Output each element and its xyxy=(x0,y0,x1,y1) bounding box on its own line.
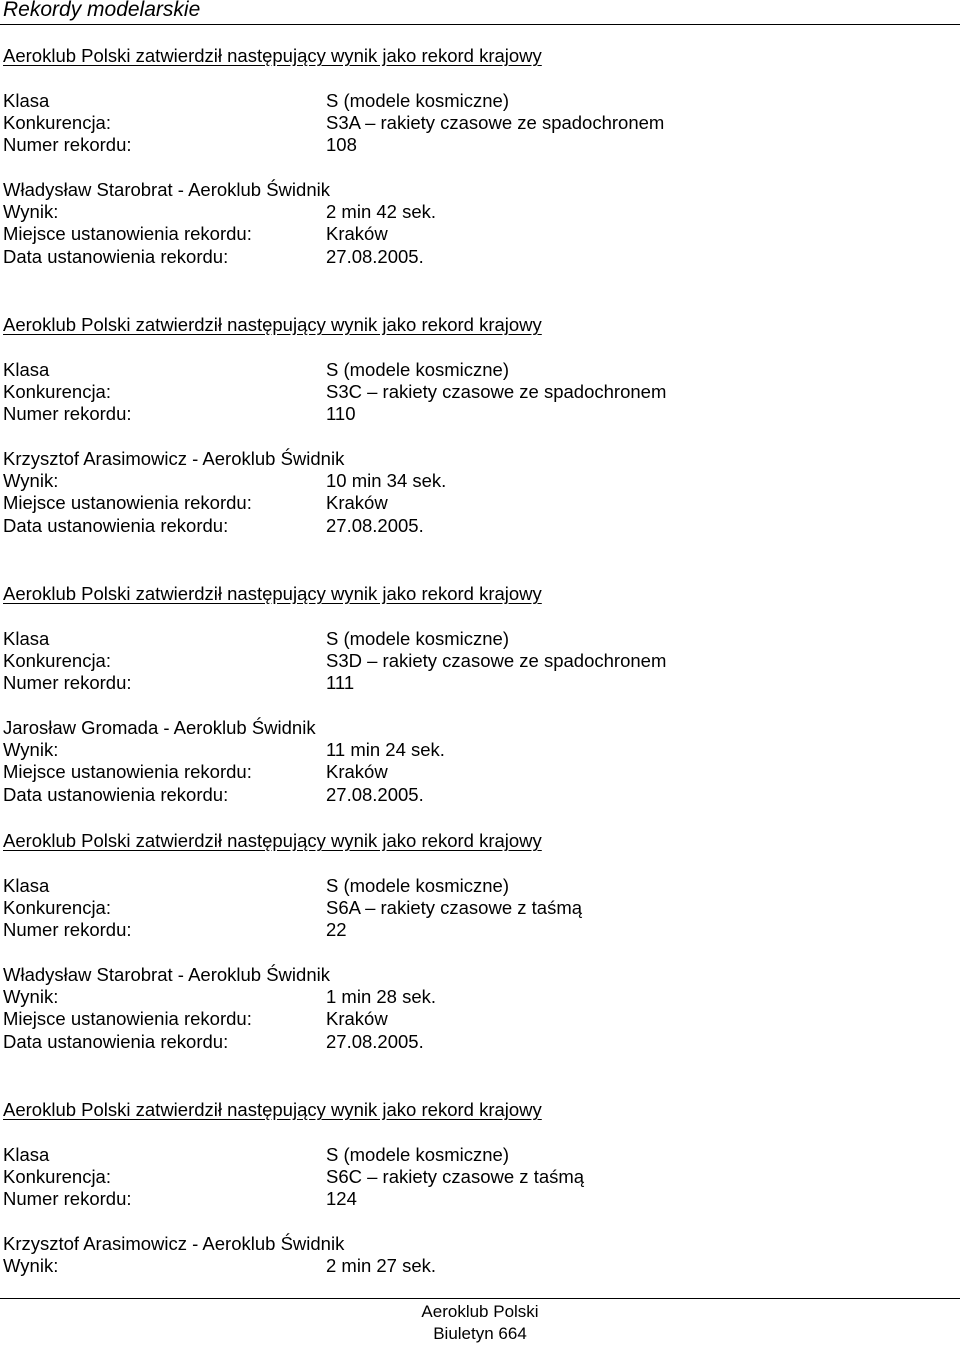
miejsce-value: Kraków xyxy=(326,1008,388,1030)
klasa-label: Klasa xyxy=(3,874,50,896)
numer-value: 110 xyxy=(326,403,356,425)
numer-row xyxy=(3,403,943,425)
record-heading: Aeroklub Polski zatwierdził następujący wynik jako rekord krajowy xyxy=(3,583,542,604)
data-value: 27.08.2005. xyxy=(326,514,424,536)
footer-publisher: Aeroklub Polski xyxy=(421,1302,539,1321)
klasa-value: S (modele kosmiczne) xyxy=(326,89,510,111)
konkurencja-label: Konkurencja: xyxy=(3,649,111,671)
numer-label: Numer rekordu: xyxy=(3,403,132,425)
klasa-label: Klasa xyxy=(3,627,50,649)
klasa-label: Klasa xyxy=(3,358,50,380)
konkurencja-row xyxy=(3,112,943,134)
klasa-value: S (modele kosmiczne) xyxy=(326,874,510,896)
record-block xyxy=(3,45,943,268)
numer-row xyxy=(3,134,943,156)
klasa-value: S (modele kosmiczne) xyxy=(326,358,510,380)
record-block xyxy=(3,1099,943,1277)
miejsce-value: Kraków xyxy=(326,761,388,783)
record-holder: Jarosław Gromada - Aeroklub Świdnik xyxy=(3,716,316,738)
wynik-label: Wynik: xyxy=(3,739,59,761)
miejsce-label: Miejsce ustanowienia rekordu: xyxy=(3,1008,252,1030)
wynik-label: Wynik: xyxy=(3,986,59,1008)
numer-value: 124 xyxy=(326,1188,357,1210)
klasa-row xyxy=(3,628,943,650)
wynik-value: 1 min 28 sek. xyxy=(326,986,437,1008)
record-block xyxy=(3,583,943,806)
data-label: Data ustanowienia rekordu: xyxy=(3,245,229,267)
numer-value: 22 xyxy=(326,919,347,941)
record-holder: Władysław Starobrat - Aeroklub Świdnik xyxy=(3,963,330,985)
konkurencja-label: Konkurencja: xyxy=(3,111,111,133)
data-row xyxy=(3,246,943,268)
numer-row xyxy=(3,672,943,694)
konkurencja-value: S3A – rakiety czasowe ze spadochronem xyxy=(326,111,665,133)
miejsce-label: Miejsce ustanowienia rekordu: xyxy=(3,223,252,245)
record-holder: Krzysztof Arasimowicz - Aeroklub Świdnik xyxy=(3,447,345,469)
record-heading: Aeroklub Polski zatwierdził następujący wynik jako rekord krajowy xyxy=(3,314,542,335)
miejsce-value: Kraków xyxy=(326,492,388,514)
konkurencja-value: S3D – rakiety czasowe ze spadochronem xyxy=(326,649,667,671)
wynik-label: Wynik: xyxy=(3,470,59,492)
numer-value: 111 xyxy=(326,672,355,694)
wynik-row xyxy=(3,986,943,1008)
klasa-row xyxy=(3,1144,943,1166)
data-label: Data ustanowienia rekordu: xyxy=(3,514,229,536)
numer-label: Numer rekordu: xyxy=(3,134,132,156)
data-value: 27.08.2005. xyxy=(326,783,424,805)
wynik-value: 2 min 42 sek. xyxy=(326,201,437,223)
numer-label: Numer rekordu: xyxy=(3,672,132,694)
konkurencja-label: Konkurencja: xyxy=(3,896,111,918)
konkurencja-row xyxy=(3,381,943,403)
data-value: 27.08.2005. xyxy=(326,1030,424,1052)
miejsce-row xyxy=(3,223,943,245)
miejsce-row xyxy=(3,492,943,514)
page-title: Rekordy modelarskie xyxy=(3,0,201,21)
data-row xyxy=(3,784,943,806)
record-block xyxy=(3,314,943,537)
footer-divider xyxy=(0,1298,960,1299)
klasa-value: S (modele kosmiczne) xyxy=(326,627,510,649)
wynik-value: 11 min 24 sek. xyxy=(326,739,445,761)
konkurencja-row xyxy=(3,1166,943,1188)
wynik-label: Wynik: xyxy=(3,1255,59,1277)
wynik-value: 2 min 27 sek. xyxy=(326,1255,437,1277)
data-label: Data ustanowienia rekordu: xyxy=(3,783,229,805)
footer-issue: Biuletyn 664 xyxy=(433,1323,527,1343)
record-heading: Aeroklub Polski zatwierdził następujący wynik jako rekord krajowy xyxy=(3,830,542,851)
numer-row xyxy=(3,919,943,941)
wynik-value: 10 min 34 sek. xyxy=(326,470,447,492)
data-value: 27.08.2005. xyxy=(326,245,424,267)
numer-label: Numer rekordu: xyxy=(3,1188,132,1210)
numer-label: Numer rekordu: xyxy=(3,919,132,941)
miejsce-row xyxy=(3,761,943,783)
title-divider xyxy=(0,24,960,25)
wynik-row xyxy=(3,739,943,761)
page-footer xyxy=(0,1301,960,1344)
konkurencja-value: S3C – rakiety czasowe ze spadochronem xyxy=(326,380,667,402)
miejsce-value: Kraków xyxy=(326,223,388,245)
konkurencja-row xyxy=(3,897,943,919)
miejsce-label: Miejsce ustanowienia rekordu: xyxy=(3,761,252,783)
record-holder: Władysław Starobrat - Aeroklub Świdnik xyxy=(3,178,330,200)
record-heading: Aeroklub Polski zatwierdził następujący wynik jako rekord krajowy xyxy=(3,45,542,66)
wynik-label: Wynik: xyxy=(3,201,59,223)
numer-row xyxy=(3,1188,943,1210)
wynik-row xyxy=(3,1255,943,1277)
record-block xyxy=(3,830,943,1053)
konkurencja-row xyxy=(3,650,943,672)
record-holder: Krzysztof Arasimowicz - Aeroklub Świdnik xyxy=(3,1232,345,1254)
miejsce-row xyxy=(3,1008,943,1030)
klasa-label: Klasa xyxy=(3,1143,50,1165)
miejsce-label: Miejsce ustanowienia rekordu: xyxy=(3,492,252,514)
konkurencja-label: Konkurencja: xyxy=(3,1165,111,1187)
klasa-row xyxy=(3,875,943,897)
klasa-row xyxy=(3,359,943,381)
data-row xyxy=(3,515,943,537)
wynik-row xyxy=(3,201,943,223)
wynik-row xyxy=(3,470,943,492)
konkurencja-value: S6A – rakiety czasowe z taśmą xyxy=(326,896,583,918)
data-row xyxy=(3,1031,943,1053)
klasa-value: S (modele kosmiczne) xyxy=(326,1143,510,1165)
klasa-row xyxy=(3,90,943,112)
konkurencja-value: S6C – rakiety czasowe z taśmą xyxy=(326,1165,585,1187)
konkurencja-label: Konkurencja: xyxy=(3,380,111,402)
numer-value: 108 xyxy=(326,134,357,156)
data-label: Data ustanowienia rekordu: xyxy=(3,1030,229,1052)
klasa-label: Klasa xyxy=(3,89,50,111)
record-heading: Aeroklub Polski zatwierdził następujący wynik jako rekord krajowy xyxy=(3,1099,542,1120)
